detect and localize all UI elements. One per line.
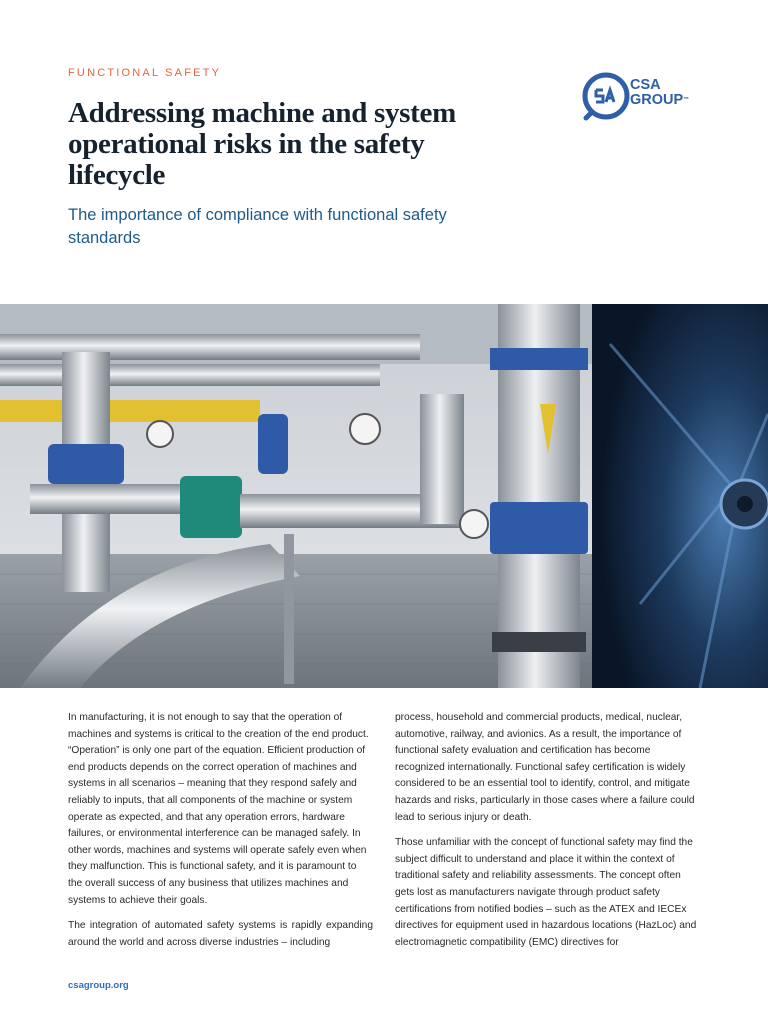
body-paragraph: The integration of automated safety systems is rapidly expanding around the world and across diverse industries – including (68, 920, 373, 948)
hero-image (0, 304, 768, 688)
logo-line-1: CSA (630, 77, 661, 93)
body-paragraph: Those unfamiliar with the concept of functional safety may find the subject difficult to understand and place it within the context of traditional safety and reliability assessments. The concept often gets lost as manufacturers navigate through product safety certifications from notified bodies – such as the ATEX and IECEx directives for equipment used in hazardous locations (HazLoc) and electromagnetic compatibility (EMC) directives for (395, 837, 697, 948)
body-paragraph: process, household and commercial products, medical, nuclear, automotive, railway, and avionics. As a result, the importance of functional safety evaluation and certification has become recognized internationally. Functional safey certification is widely considered to be an essential tool to identify, control, and mitigate hazards and risks, particularly in those cases where a failure could lead to serious injury or death. (395, 712, 695, 823)
page-title: Addressing machine and system operational risks in the safety lifecycle (68, 97, 456, 191)
body-column-left (68, 710, 373, 960)
section-eyebrow: FUNCTIONAL SAFETY (68, 67, 222, 79)
body-column-right (395, 710, 700, 960)
body-paragraph: In manufacturing, it is not enough to say that the operation of machines and systems is critical to the creation of the end product. “Operation” is only one part of the equation. Efficient production of end products depends on the correct operation of machines and systems in all scenarios – meaning that they respond safely and reliably to inputs, that all components of the machine or system operate as expected, and that any operation errors, hardware failures, or environmental interference can be managed safely. In other words, machines and systems will operate safely even when they malfunction. This is functional safety, and it is paramount to the overall success of any business that utilizes machines and systems to achieve their goals. (68, 712, 369, 906)
logo-line-2: GROUP™ (630, 92, 690, 108)
csa-logo-mark-icon (582, 68, 632, 128)
logo-trademark: ™ (683, 97, 690, 103)
csa-group-logo (582, 68, 712, 128)
page-subtitle: The importance of compliance with functional safety standards (68, 206, 447, 247)
logo-wordmark (630, 78, 689, 108)
footer-website-link[interactable]: csagroup.org (68, 980, 129, 991)
